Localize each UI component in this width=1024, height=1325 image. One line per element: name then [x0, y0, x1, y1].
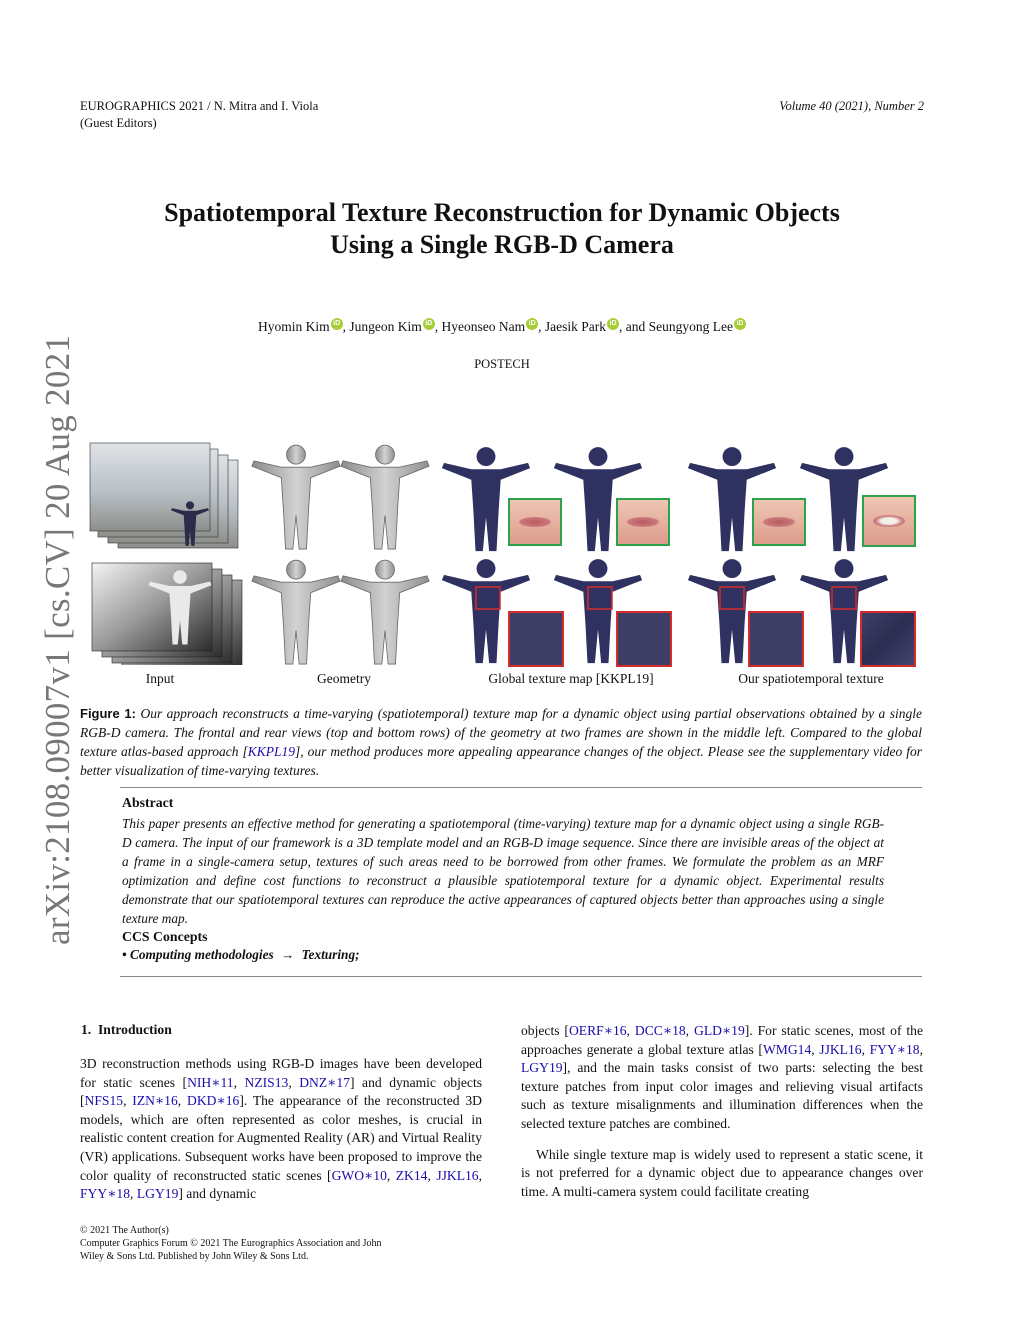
- footer-line: Computer Graphics Forum © 2021 The Eurographics Association and John: [80, 1238, 382, 1249]
- shirt-closeup: [616, 611, 672, 667]
- citation-link[interactable]: NZIS13: [244, 1074, 289, 1090]
- input-color-stack: [90, 443, 238, 548]
- abstract-top-rule: [120, 787, 922, 788]
- author-name: Seungyong Lee: [648, 319, 733, 334]
- figure-label-input: Input: [145, 671, 175, 686]
- citation-link[interactable]: FYY∗18: [80, 1186, 131, 1202]
- intro-column-left: [80, 1055, 482, 1204]
- ccs-item-right: Texturing;: [301, 947, 360, 962]
- citation-link[interactable]: JJKL16: [819, 1041, 862, 1057]
- mouth-closeup: [508, 498, 562, 546]
- citation-link[interactable]: IZN∗16: [132, 1093, 178, 1109]
- author-separator: ,: [538, 319, 545, 334]
- citation-link[interactable]: WMG14: [762, 1041, 812, 1057]
- citation-link[interactable]: FYY∗18: [869, 1041, 920, 1057]
- back-region-markers: [476, 587, 856, 609]
- orcid-icon[interactable]: iD: [607, 318, 619, 330]
- ccs-arrow: →: [281, 947, 295, 962]
- author-name: Hyeonseo Nam: [441, 319, 526, 334]
- orcid-icon[interactable]: iD: [734, 318, 746, 330]
- shirt-closeup: [508, 611, 564, 667]
- paper-title: [0, 197, 1004, 261]
- ccs-concept: [122, 947, 360, 963]
- orcid-icon[interactable]: iD: [423, 318, 435, 330]
- citation-link[interactable]: ZK14: [395, 1167, 428, 1183]
- author-list: [0, 318, 1004, 335]
- citation-link[interactable]: GLD∗19: [694, 1023, 745, 1038]
- abstract-bottom-rule: [120, 976, 922, 977]
- footer-line: Wiley & Sons Ltd. Published by John Wiley & Sons Ltd.: [80, 1251, 309, 1262]
- figure-caption-text: ], our method produces more appealing appearance changes of the object. Please see the supplementary video for better visualization of time-varying textures.: [80, 744, 922, 778]
- intro-paragraph: objects [OERF∗16, DCC∗18, GLD∗19]. For static scenes, most of the approaches generate a global texture atlas [WMG14, JJKL16, FYY∗18, LGY19], and the main tasks consist of two parts: selecting the best texture patches from input color images and relieving visual artifacts such as texture misalignments and illumination differences when the selected texture patches are combined.: [521, 1023, 924, 1131]
- title-line-2: Using a Single RGB-D Camera: [330, 230, 674, 259]
- figure-label-geometry: Geometry: [317, 671, 371, 686]
- figure-caption-label: Figure 1:: [80, 706, 136, 721]
- mouth-closeup: [862, 495, 916, 547]
- author-name: Hyomin Kim: [258, 319, 330, 334]
- orcid-icon[interactable]: iD: [526, 318, 538, 330]
- author-name: Jaesik Park: [544, 319, 606, 334]
- citation-link[interactable]: NIH∗11: [187, 1074, 234, 1090]
- citation-link[interactable]: JJKL16: [436, 1167, 479, 1183]
- ccs-heading: CCS Concepts: [122, 929, 208, 944]
- ccs-item-left: • Computing methodologies: [122, 947, 274, 962]
- section-heading: 1. Introduction: [81, 1022, 172, 1037]
- author-separator: ,: [434, 319, 442, 334]
- abstract-heading: Abstract: [122, 795, 174, 810]
- citation-link[interactable]: LGY19: [136, 1186, 179, 1202]
- figure-label-ours: Our spatiotemporal texture: [738, 671, 884, 686]
- mouth-closeup: [616, 498, 670, 546]
- abstract-text: This paper presents an effective method for generating a spatiotemporal (time-varying) texture map for a dynamic object using a single RGB-D camera. The input of our framework is a 3D template model and an RGB-D image sequence. Since there are invisible areas of the object at a frame in a single-camera setup, textures of such areas need to be borrowed from other frames. We formulate the problem as an MRF optimization and define cost functions to reconstruct a plausible spatiotemporal texture for a dynamic object. Experimental results demonstrate that our spatiotemporal textures can reproduce the active appearances of captured objects better than approaches using a single texture map.: [122, 816, 884, 926]
- header-venue: EUROGRAPHICS 2021 / N. Mitra and I. Viola: [80, 99, 319, 113]
- footer-line: © 2021 The Author(s): [80, 1225, 169, 1236]
- citation-link[interactable]: DCC∗18: [634, 1023, 686, 1038]
- citation-link[interactable]: DNZ∗17: [299, 1074, 351, 1090]
- citation-link[interactable]: GWO∗10: [331, 1167, 387, 1183]
- geometry-meshes: [252, 445, 429, 664]
- intro-paragraph: 3D reconstruction methods using RGB-D images have been developed for static scenes [NIH∗11, NZIS13, DNZ∗17] and dynamic objects [NFS15, IZN∗16, DKD∗16]. The appearance of the reconstructed 3D models, which are often represented as color meshes, is crucial in realistic content creation for Augmented Reality (AR) and Virtual Reality (VR) applications. Subsequent works have been proposed to improve the color quality of reconstructed static scenes [GWO∗10, ZK14, JJKL16, FYY∗18, LGY19] and dynamic: [80, 1056, 483, 1202]
- citation-link[interactable]: LGY19: [521, 1060, 563, 1076]
- intro-column-right: [521, 1022, 923, 1201]
- citation-link[interactable]: OERF∗16: [568, 1023, 627, 1038]
- header-editors: (Guest Editors): [80, 116, 157, 130]
- figure-caption-text: Our approach reconstructs a time-varying (spatiotemporal) texture map for a dynamic object using partial observations obtained by a single RGB-D camera. The frontal and rear views (top and bottom rows) of the geometry at two frames are shown in the middle left. Compared to the global texture atlas-based approach [: [80, 706, 922, 759]
- citation-link[interactable]: DKD∗16: [187, 1093, 240, 1109]
- figure-label-global-texture: Global texture map [KKPL19]: [488, 671, 654, 686]
- mouth-closeup: [752, 498, 806, 546]
- running-header-left: [80, 98, 318, 132]
- author-name: Jungeon Kim: [349, 319, 422, 334]
- copyright-footer: [80, 1224, 382, 1263]
- running-header-right: Volume 40 (2021), Number 2: [779, 99, 924, 113]
- title-line-1: Spatiotemporal Texture Reconstruction for Dynamic Objects: [164, 198, 840, 227]
- shirt-closeup: [860, 611, 916, 667]
- intro-paragraph: While single texture map is widely used to represent a static scene, it is not preferred for a dynamic object due to appearance changes over time. A multi-camera system could facilitate creating: [521, 1146, 923, 1199]
- arxiv-stamp: arXiv:2108.09007v1 [cs.CV] 20 Aug 2021: [38, 334, 77, 945]
- affiliation: POSTECH: [474, 357, 530, 371]
- input-depth-stack: [92, 563, 242, 665]
- orcid-icon[interactable]: iD: [331, 318, 343, 330]
- teaser-figure: [88, 435, 924, 665]
- citation-link[interactable]: NFS15: [84, 1093, 124, 1109]
- author-separator: , and: [619, 319, 649, 334]
- author-separator: ,: [342, 319, 350, 334]
- figure-caption: [80, 704, 922, 780]
- citation-link[interactable]: KKPL19: [247, 744, 296, 759]
- shirt-closeup: [748, 611, 804, 667]
